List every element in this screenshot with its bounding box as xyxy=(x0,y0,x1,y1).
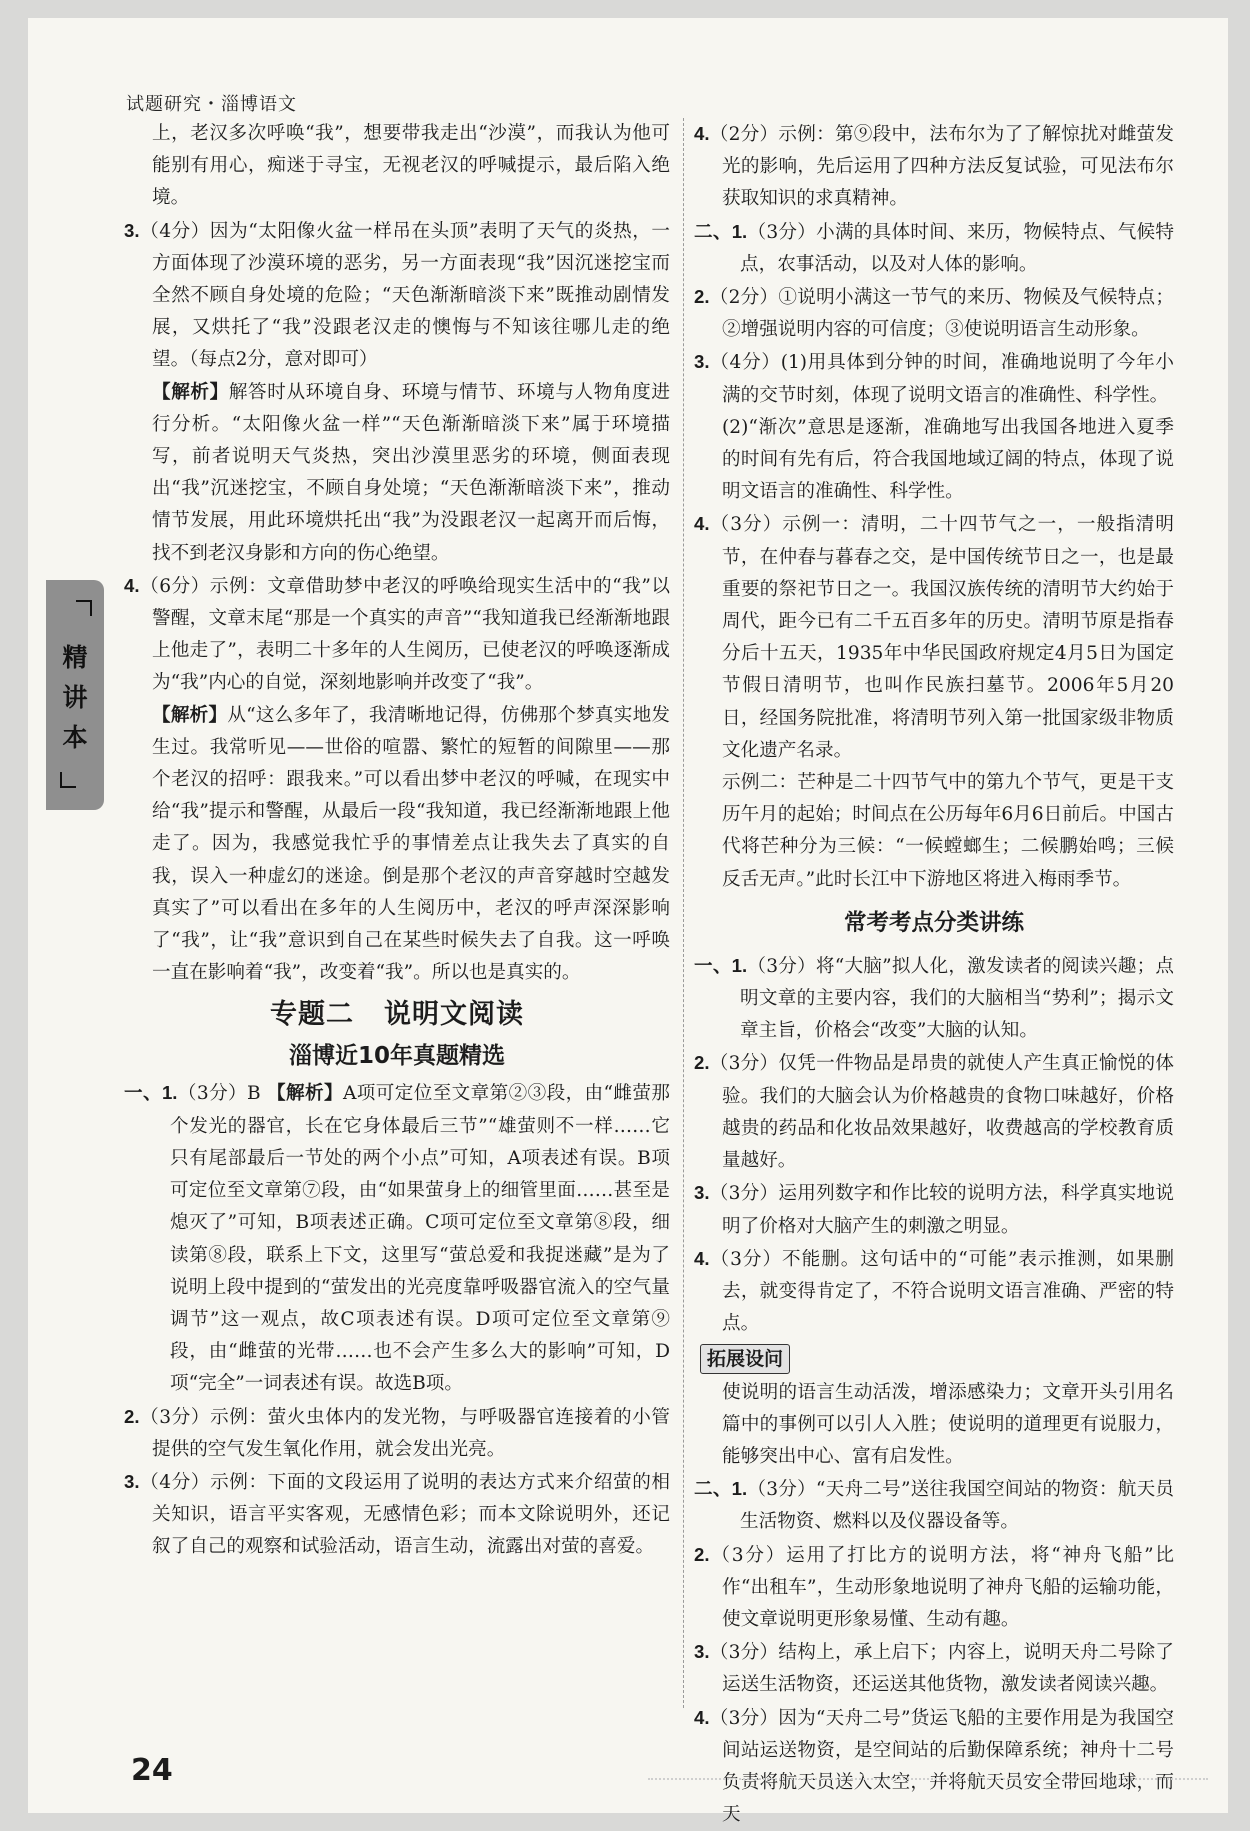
item-text: （3分）将“大脑”拟人化，激发读者的阅读兴趣；点明文章的主要内容，我们的大脑相当“势利”；揭示文章主旨，价格会“改变”大脑的认知。 xyxy=(740,955,1174,1042)
side-tab-char: 精 xyxy=(62,643,88,672)
answer-item-2-2 xyxy=(694,281,1174,346)
section-title-part2: 说明文阅读 xyxy=(384,999,524,1031)
practice-item-2-2 xyxy=(694,1539,1174,1637)
item-number: 4. xyxy=(694,123,710,144)
item-number: 3. xyxy=(694,1182,710,1204)
answer-item-1-2 xyxy=(124,1401,670,1466)
side-tab-label xyxy=(46,638,104,758)
analysis-text: A项可定位至文章第②③段，由“雌萤那个发光的器官，长在它身体最后三节”“雄萤则不一样……它只有尾部最后一节处的两个小点”可知，A项表述有误。B项可定位至文章第⑦段，由“如果萤身上的细管里面……甚至是熄灭了”可知，B项表述正确。C项可定位至文章第⑧段，细读第⑧段，联系上下文，这里写“萤总爱和我捉迷藏”是为了说明上段中提到的“萤发出的光亮度靠呼吸器官流入的空气量调节”这一观点，故C项表述有误。D项可定位至文章第⑨段，由“雌萤的光带……也不会产生多么大的影响”可知，D项“完全”一词表述有误。故选B项。 xyxy=(170,1083,670,1395)
answer-item-2-4 xyxy=(694,508,1174,767)
answer-item-1-4 xyxy=(694,118,1174,216)
running-header: 试题研究・淄博语文 xyxy=(126,94,297,115)
item-number: 4. xyxy=(694,1706,710,1728)
practice-item-1-3 xyxy=(694,1177,1174,1242)
item-number: 二、1. xyxy=(694,220,748,242)
answer-item-2-4-example2: 示例二：芒种是二十四节气中的第九个节气，更是干支历午月的起始；时间点在公历每年6月6日前后。中国古代将芒种分为三候：“一候螳螂生；二候鹏始鸣；三候反舌无声。”此时长江中下游地区将进入梅雨季节。 xyxy=(722,772,1174,890)
extension-question-text: 使说明的语言生动活泼，增添感染力；文章开头引用名篇中的事例可以引人入胜；使说明的道理更有说服力，能够突出中心、富有启发性。 xyxy=(722,1381,1174,1467)
item-number: 一、1. xyxy=(694,954,748,976)
section-title-part1: 专题二 xyxy=(270,999,354,1031)
item-text: （3分）仅凭一件物品是昂贵的就使人产生真正愉悦的体验。我们的大脑会认为价格越贵的食物口味越好，价格越贵的药品和化妆品效果越好，收费越高的学校教育质量越好。 xyxy=(709,1053,1174,1172)
item-text: （4分）(1)用具体到分钟的时间，准确地说明了今年小满的交节时刻，体现了说明文语言的准确性、科学性。 xyxy=(709,352,1174,406)
answer-item-1-3 xyxy=(124,1466,670,1564)
practice-item-1-4 xyxy=(694,1243,1174,1341)
analysis-4 xyxy=(124,700,670,990)
right-column xyxy=(694,118,1174,1831)
side-tab-bracket-top xyxy=(76,600,92,616)
extension-question-label: 拓展设问 xyxy=(700,1344,790,1374)
analysis-text: 从“这么多年了，我清晰地记得，仿佛那个梦真实地发生过。我常听见——世俗的喧嚣、繁忙的短暂的间隙里——那个老汉的招呼：跟我来。”可以看出梦中老汉的呼喊，在现实中给“我”提示和警醒，从最后一段“我知道，我已经渐渐地跟上他走了。因为，我感觉我忙乎的事情差点让我失去了真实的自我，误入一种虚幻的迷途。倒是那个老汉的声音穿越时空越发真实了”可以看出在多年的人生阅历中，老汉的呼声深深影响了“我”，让“我”意识到自己在某些时候失去了自我。这一呼唤一直在影响着“我”，改变着“我”。所以也是真实的。 xyxy=(152,704,670,984)
column-divider xyxy=(683,118,684,1708)
item-number: 二、1. xyxy=(694,1478,748,1500)
answer-item-4 xyxy=(124,570,670,700)
practice-item-2-1 xyxy=(694,1473,1174,1538)
section-title xyxy=(124,995,670,1035)
subsection-title: 淄博近10年真题精选 xyxy=(288,1043,505,1070)
practice-item-2-4 xyxy=(694,1702,1174,1831)
item-number: 4. xyxy=(694,1247,710,1269)
answer-continuation: 上，老汉多次呼唤“我”，想要带我走出“沙漠”，而我认为他可能别有用心，痴迷于寻宝，无视老汉的呼喊提示，最后陷入绝境。 xyxy=(152,123,670,209)
side-tab-bracket-bottom xyxy=(60,772,76,788)
item-number: 3. xyxy=(694,1641,710,1663)
footer-dotted-rule xyxy=(648,1778,1208,1780)
item-number: 2. xyxy=(124,1405,140,1427)
side-tab-char: 讲 xyxy=(62,683,88,712)
analysis-tag: 【解析】 xyxy=(152,381,229,403)
page-number: 24 xyxy=(131,1753,173,1788)
item-number: 2. xyxy=(694,1543,710,1565)
item-text: （4分）示例：下面的文段运用了说明的表达方式来介绍萤的相关知识，语言平实客观，无感情色彩；而本文除说明外，还记叙了自己的观察和试验活动，语言生动，流露出对萤的喜爱。 xyxy=(139,1471,670,1558)
analysis-tag: 【解析】 xyxy=(267,1083,343,1105)
item-text: （4分）因为“太阳像火盆一样吊在头顶”表明了天气的炎热，一方面体现了沙漠环境的恶劣，另一方面表现“我”因沉迷挖宝而全然不顾自身处境的危险；“天色渐渐暗淡下来”既推动剧情发展，又烘托了“我”没跟老汉走的懊悔与不知该往哪儿走的绝望。（每点2分，意对即可） xyxy=(139,220,670,371)
analysis-text: 解答时从环境自身、环境与情节、环境与人物角度进行分析。“太阳像火盆一样”“天色渐渐暗淡下来”属于环境描写，前者说明天气炎热，突出沙漠里恶劣的环境，侧面表现出“我”沉迷挖宝，不顾自身处境；“天色渐渐暗淡下来”，推动情节发展，用此环境烘托出“我”为没跟老汉一起离开而后悔，找不到老汉身影和方向的伤心绝望。 xyxy=(152,381,670,564)
item-text: （3分）运用了打比方的说明方法，将“神舟飞船”比作“出租车”，生动形象地说明了神舟飞船的运输功能，使文章说明更形象易懂、生动有趣。 xyxy=(709,1544,1174,1630)
analysis-3 xyxy=(124,377,670,570)
item-number: 3. xyxy=(694,351,710,373)
item-number: 2. xyxy=(694,286,710,308)
page xyxy=(28,18,1228,1826)
left-column xyxy=(124,118,670,1564)
section-title-practice: 常考考点分类讲练 xyxy=(843,909,1024,936)
item-number: 4. xyxy=(694,513,710,535)
item-text: （3分）小满的具体时间、来历，物候特点、气候特点，农事活动，以及对人体的影响。 xyxy=(740,221,1174,275)
analysis-tag: 【解析】 xyxy=(152,704,228,726)
answer-item-2-3 xyxy=(694,346,1174,411)
item-number: 一、1. xyxy=(124,1082,178,1104)
item-text: （3分）“天舟二号”送往我国空间站的物资：航天员生活物资、燃料以及仪器设备等。 xyxy=(740,1479,1174,1533)
item-text: （3分）因为“天舟二号”货运飞船的主要作用是为我国空间站运送物资，是空间站的后勤保障系统；神舟十二号负责将航天员送入太空，并将航天员安全带回地球，而天 xyxy=(709,1707,1174,1826)
item-text: （3分）结构上，承上启下；内容上，说明天舟二号除了运送生活物资，还运送其他货物，激发读者阅读兴趣。 xyxy=(709,1642,1174,1696)
practice-item-1-2 xyxy=(694,1047,1174,1177)
item-text: （3分）运用列数字和作比较的说明方法，科学真实地说明了价格对大脑产生的刺激之明显。 xyxy=(709,1183,1174,1237)
item-text: （6分）示例：文章借助梦中老汉的呼唤给现实生活中的“我”以警醒，文章末尾“那是一个真实的声音”“我知道我已经渐渐地跟上他走了”，表明二十多年的人生阅历，已使老汉的呼唤逐渐成为“我”内心的自觉，深刻地影响并改变了“我”。 xyxy=(139,575,670,694)
side-tab-char: 本 xyxy=(62,723,88,752)
item-number: 2. xyxy=(694,1052,710,1074)
item-number: 3. xyxy=(124,219,140,241)
item-text: （3分）B xyxy=(177,1083,261,1105)
answer-item-1-1 xyxy=(124,1077,670,1400)
item-text: （3分）示例一：清明，二十四节气之一，一般指清明节，在仲春与暮春之交，是中国传统节日之一，也是最重要的祭祀节日之一。我国汉族传统的清明节大约始于周代，距今已有二千五百多年的历史。清明节原是指春分后十五天，1935年中华民国政府规定4月5日为国定节假日清明节，也叫作民族扫墓节。2006年5月20日，经国务院批准，将清明节列入第一批国家级非物质文化遗产名录。 xyxy=(709,514,1174,761)
item-text: （2分）示例：第⑨段中，法布尔为了了解惊扰对雌萤发光的影响，先后运用了四种方法反复试验，可见法布尔获取知识的求真精神。 xyxy=(709,124,1174,210)
item-text: （3分）示例：萤火虫体内的发光物，与呼吸器官连接着的小管提供的空气发生氧化作用，就会发出光亮。 xyxy=(139,1406,670,1460)
item-number: 4. xyxy=(124,574,140,596)
practice-item-1-1 xyxy=(694,950,1174,1048)
answer-item-2-3-part2: (2)“渐次”意思是逐渐，准确地写出我国各地进入夏季的时间有先有后，符合我国地域辽阔的特点，体现了说明文语言的准确性、科学性。 xyxy=(722,416,1174,503)
side-tab xyxy=(46,580,104,810)
item-text: （3分）不能删。这句话中的“可能”表示推测，如果删去，就变得肯定了，不符合说明文语言准确、严密的特点。 xyxy=(709,1248,1174,1335)
item-text: （2分）①说明小满这一节气的来历、物候及气候特点；②增强说明内容的可信度；③使说明语言生动形象。 xyxy=(709,287,1174,341)
answer-item-3 xyxy=(124,215,670,377)
answer-item-2-1 xyxy=(694,216,1174,281)
practice-item-2-3 xyxy=(694,1636,1174,1701)
item-number: 3. xyxy=(124,1470,140,1492)
